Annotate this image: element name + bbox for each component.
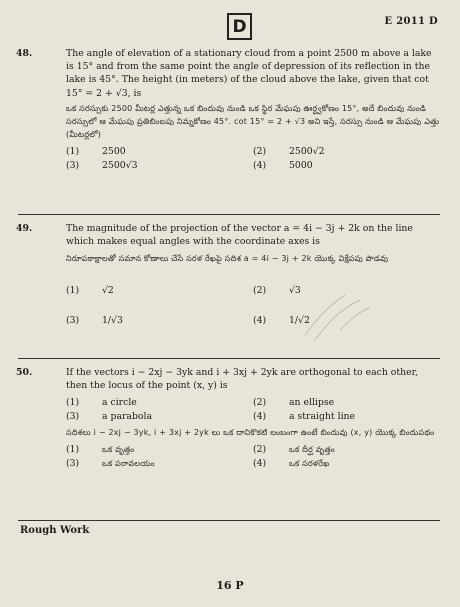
rough-work-label: Rough Work [20,525,90,536]
question-text-telugu: సదిశలు i − 2xj − 3yk, i + 3xj + 2yk లు ఒక దానికొకటి లంబంగా ఉంటే బిందువు (x, y) యొక్క బిందుపథం [66,428,435,438]
question-text-english: If the vectors i − 2xj − 3yk and i + 3xj + 2yk are orthogonal to each other, then the locus of the point (x, y) is [66,367,418,392]
page-number: 16 P [216,579,244,592]
options [66,395,440,423]
option-3[interactable]: (3) 2500√3 [66,159,138,171]
question-text-telugu: నిరూపకాక్షాలతో సమాన కోణాలు చేసే సరళ రేఖపై సదిశ a = 4i − 3j + 2k యొక్క విక్షేపపు పొడవు [66,254,389,264]
option-1[interactable]: (1) 2500 [66,145,126,157]
options-telugu [66,443,440,471]
pencil-scribble [300,285,380,345]
question-50 [16,366,440,471]
option-2[interactable]: (2) an ellipse [253,396,335,408]
question-text-telugu: ఒక సరస్సుకు 2500 మీటర్ల ఎత్తున్న ఒక బిందువు నుండి ఒక స్థిర మేఘపు ఊర్ధ్వకోణం 15°, అదే బిందువు నుండి సరస్సులో ఆ మేఘపు ప్రతిబింబపు నిమ్నకోణం 45°. cot 15° = 2 + √3 అని ఇస్తే, సరస్సు నుండి ఆ మేఘపు ఎత్తు (మీటర్లలో) [66,103,440,140]
divider [18,358,440,359]
question-number: 49. [16,223,33,234]
question-48 [16,47,440,172]
option-3-telugu[interactable]: (3) ఒక పరావలయం [66,458,155,469]
question-text-english: The magnitude of the projection of the vector a = 4i − 3j + 2k on the line which makes equal angles with the coordinate axes is [66,223,413,248]
rough-work-divider [18,520,440,521]
question-number: 50. [16,367,33,378]
question-number: 48. [16,48,33,59]
option-3[interactable]: (3) a parabola [66,410,153,422]
option-4-telugu[interactable]: (4) ఒక సరళరేఖ [253,458,330,469]
option-4[interactable]: (4) a straight line [253,410,356,422]
paper-code: E 2011 D [384,16,438,27]
divider [18,214,440,215]
option-3[interactable]: (3) 1/√3 [66,315,123,326]
option-4[interactable]: (4) 1/√2 [253,315,310,326]
question-text-english: The angle of elevation of a stationary cloud from a point 2500 m above a lake is 15° and from the same point the angle of depression of its reflection in the lake is 45°. The height (in meters) of the cloud above the lake, given that cot 15° = 2 + √3, is [66,48,432,99]
options [66,276,440,336]
option-1[interactable]: (1) √2 [66,285,114,296]
set-letter-box: D [227,13,252,40]
option-1[interactable]: (1) a circle [66,396,137,408]
option-2[interactable]: (2) 2500√2 [253,145,325,157]
option-2[interactable]: (2) √3 [253,285,301,296]
option-2-telugu[interactable]: (2) ఒక దీర్ఘ వృత్తం [253,444,335,455]
option-1-telugu[interactable]: (1) ఒక వృత్తం [66,444,135,455]
option-4[interactable]: (4) 5000 [253,159,313,171]
options [66,144,440,172]
